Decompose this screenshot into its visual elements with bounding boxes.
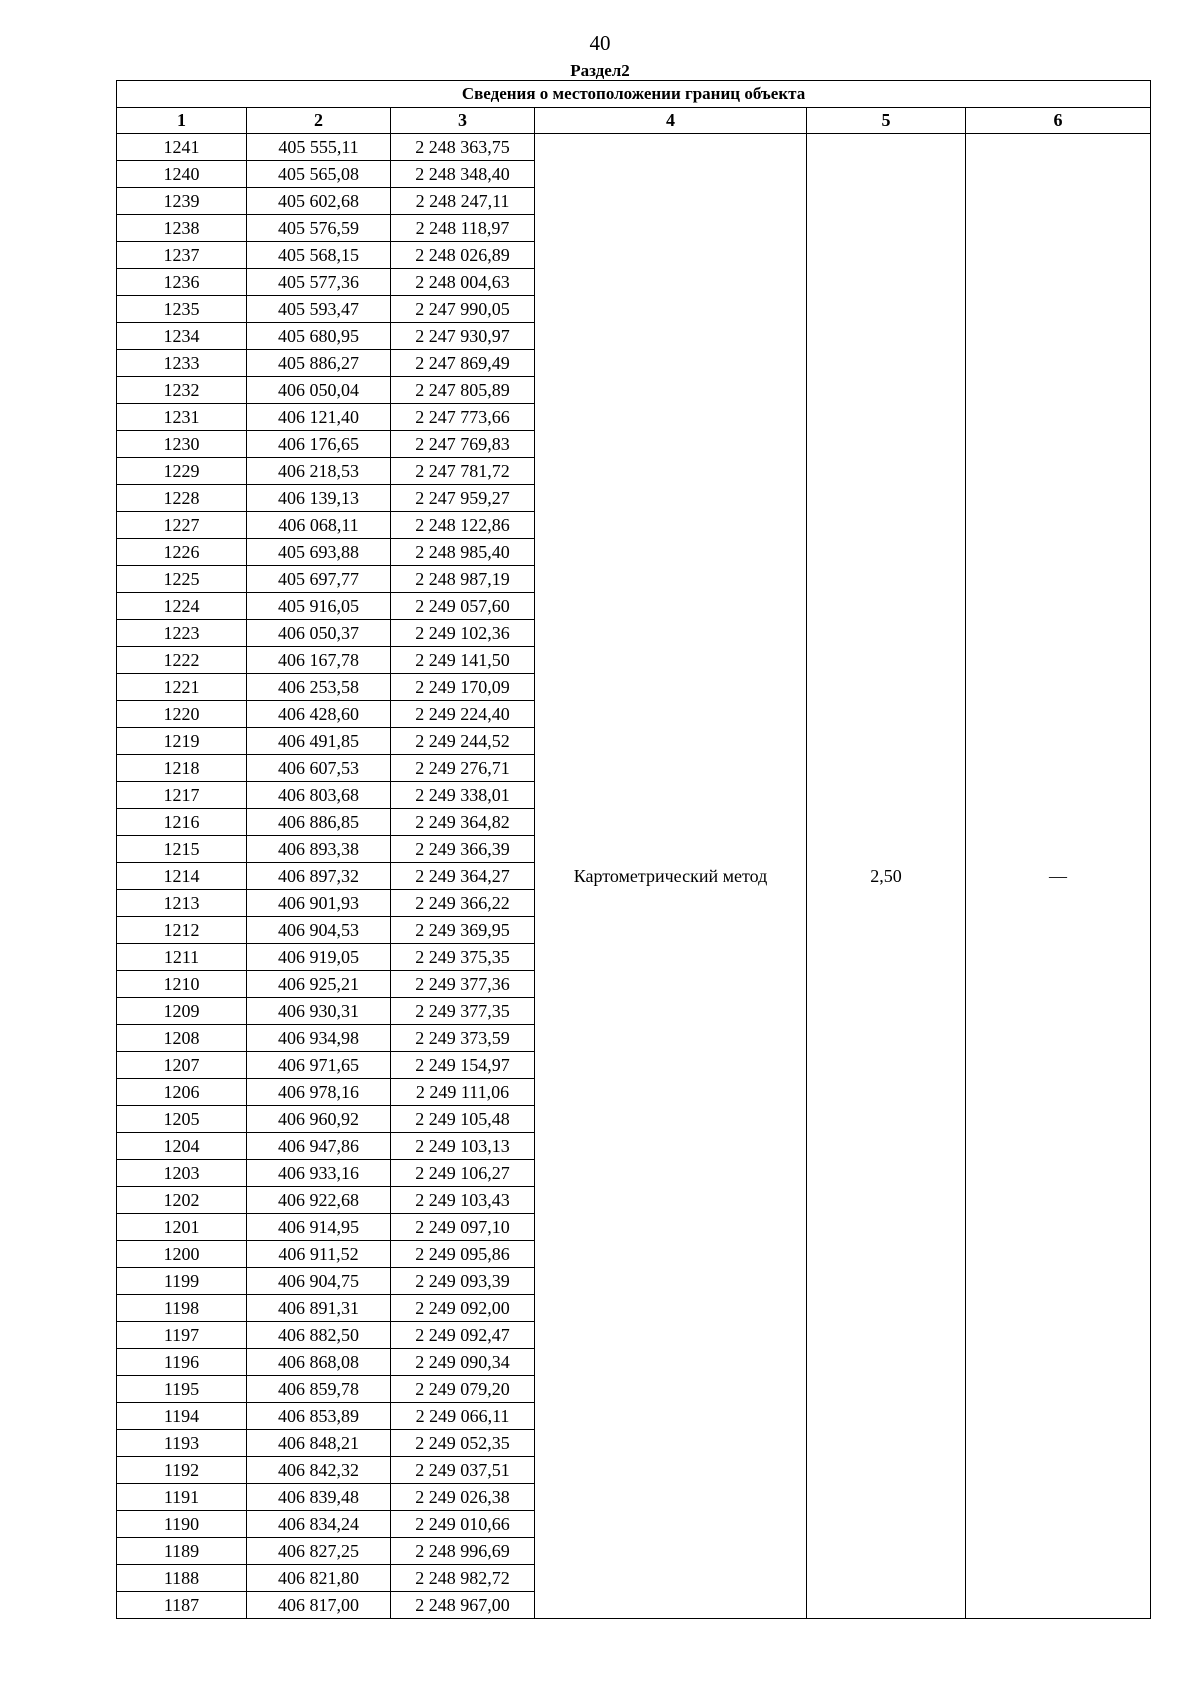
- y-coordinate-cell: 2 249 154,97: [391, 1052, 535, 1079]
- point-number-cell: 1189: [117, 1538, 247, 1565]
- point-number-cell: 1228: [117, 485, 247, 512]
- x-coordinate-cell: 406 827,25: [247, 1538, 391, 1565]
- y-coordinate-cell: 2 249 079,20: [391, 1376, 535, 1403]
- x-coordinate-cell: 406 050,04: [247, 377, 391, 404]
- y-coordinate-cell: 2 249 093,39: [391, 1268, 535, 1295]
- column-header-4: 4: [535, 108, 807, 134]
- y-coordinate-cell: 2 249 092,47: [391, 1322, 535, 1349]
- table-header-row: [117, 108, 1151, 134]
- point-number-cell: 1233: [117, 350, 247, 377]
- x-coordinate-cell: 405 693,88: [247, 539, 391, 566]
- y-coordinate-cell: 2 249 373,59: [391, 1025, 535, 1052]
- point-number-cell: 1225: [117, 566, 247, 593]
- y-coordinate-cell: 2 249 170,09: [391, 674, 535, 701]
- x-coordinate-cell: 406 068,11: [247, 512, 391, 539]
- x-coordinate-cell: 405 577,36: [247, 269, 391, 296]
- y-coordinate-cell: 2 248 247,11: [391, 188, 535, 215]
- point-number-cell: 1195: [117, 1376, 247, 1403]
- x-coordinate-cell: 406 218,53: [247, 458, 391, 485]
- point-number-cell: 1213: [117, 890, 247, 917]
- point-number-cell: 1240: [117, 161, 247, 188]
- y-coordinate-cell: 2 248 122,86: [391, 512, 535, 539]
- y-coordinate-cell: 2 249 103,43: [391, 1187, 535, 1214]
- x-coordinate-cell: 405 568,15: [247, 242, 391, 269]
- table-caption: Сведения о местоположении границ объекта: [117, 81, 1151, 108]
- x-coordinate-cell: 406 922,68: [247, 1187, 391, 1214]
- x-coordinate-cell: 405 697,77: [247, 566, 391, 593]
- y-coordinate-cell: 2 249 366,22: [391, 890, 535, 917]
- y-coordinate-cell: 2 249 090,34: [391, 1349, 535, 1376]
- section-title: Раздел2: [570, 61, 630, 80]
- point-number-cell: 1219: [117, 728, 247, 755]
- point-number-cell: 1206: [117, 1079, 247, 1106]
- y-coordinate-cell: 2 247 781,72: [391, 458, 535, 485]
- x-coordinate-cell: 406 901,93: [247, 890, 391, 917]
- point-number-cell: 1199: [117, 1268, 247, 1295]
- x-coordinate-cell: 406 839,48: [247, 1484, 391, 1511]
- y-coordinate-cell: 2 249 366,39: [391, 836, 535, 863]
- point-number-cell: 1193: [117, 1430, 247, 1457]
- point-number-cell: 1215: [117, 836, 247, 863]
- y-coordinate-cell: 2 249 106,27: [391, 1160, 535, 1187]
- x-coordinate-cell: 406 121,40: [247, 404, 391, 431]
- point-number-cell: 1239: [117, 188, 247, 215]
- accuracy-cell: 2,50: [807, 134, 966, 1619]
- point-number-cell: 1221: [117, 674, 247, 701]
- y-coordinate-cell: 2 249 010,66: [391, 1511, 535, 1538]
- y-coordinate-cell: 2 249 364,82: [391, 809, 535, 836]
- x-coordinate-cell: 406 934,98: [247, 1025, 391, 1052]
- x-coordinate-cell: 406 947,86: [247, 1133, 391, 1160]
- column-6-cell: —: [966, 134, 1151, 1619]
- x-coordinate-cell: 406 914,95: [247, 1214, 391, 1241]
- point-number-cell: 1216: [117, 809, 247, 836]
- y-coordinate-cell: 2 249 224,40: [391, 701, 535, 728]
- x-coordinate-cell: 405 593,47: [247, 296, 391, 323]
- point-number-cell: 1235: [117, 296, 247, 323]
- y-coordinate-cell: 2 249 052,35: [391, 1430, 535, 1457]
- x-coordinate-cell: 406 886,85: [247, 809, 391, 836]
- x-coordinate-cell: 405 565,08: [247, 161, 391, 188]
- x-coordinate-cell: 406 607,53: [247, 755, 391, 782]
- point-number-cell: 1207: [117, 1052, 247, 1079]
- point-number-cell: 1211: [117, 944, 247, 971]
- boundary-coordinates-table: [116, 80, 1151, 1619]
- y-coordinate-cell: 2 248 348,40: [391, 161, 535, 188]
- x-coordinate-cell: 406 859,78: [247, 1376, 391, 1403]
- x-coordinate-cell: 406 848,21: [247, 1430, 391, 1457]
- x-coordinate-cell: 406 842,32: [247, 1457, 391, 1484]
- point-number-cell: 1194: [117, 1403, 247, 1430]
- x-coordinate-cell: 405 555,11: [247, 134, 391, 161]
- y-coordinate-cell: 2 248 985,40: [391, 539, 535, 566]
- y-coordinate-cell: 2 249 375,35: [391, 944, 535, 971]
- y-coordinate-cell: 2 247 773,66: [391, 404, 535, 431]
- point-number-cell: 1201: [117, 1214, 247, 1241]
- x-coordinate-cell: 406 925,21: [247, 971, 391, 998]
- point-number-cell: 1200: [117, 1241, 247, 1268]
- x-coordinate-cell: 405 886,27: [247, 350, 391, 377]
- point-number-cell: 1231: [117, 404, 247, 431]
- point-number-cell: 1234: [117, 323, 247, 350]
- x-coordinate-cell: 406 891,31: [247, 1295, 391, 1322]
- table-row: [117, 134, 1151, 161]
- x-coordinate-cell: 406 834,24: [247, 1511, 391, 1538]
- point-number-cell: 1232: [117, 377, 247, 404]
- point-number-cell: 1202: [117, 1187, 247, 1214]
- y-coordinate-cell: 2 249 276,71: [391, 755, 535, 782]
- x-coordinate-cell: 406 930,31: [247, 998, 391, 1025]
- y-coordinate-cell: 2 249 103,13: [391, 1133, 535, 1160]
- point-number-cell: 1208: [117, 1025, 247, 1052]
- x-coordinate-cell: 406 960,92: [247, 1106, 391, 1133]
- method-cell: Картометрический метод: [535, 134, 807, 1619]
- y-coordinate-cell: 2 249 369,95: [391, 917, 535, 944]
- y-coordinate-cell: 2 248 996,69: [391, 1538, 535, 1565]
- y-coordinate-cell: 2 247 959,27: [391, 485, 535, 512]
- point-number-cell: 1223: [117, 620, 247, 647]
- point-number-cell: 1196: [117, 1349, 247, 1376]
- x-coordinate-cell: 406 919,05: [247, 944, 391, 971]
- point-number-cell: 1209: [117, 998, 247, 1025]
- point-number-cell: 1210: [117, 971, 247, 998]
- y-coordinate-cell: 2 248 363,75: [391, 134, 535, 161]
- y-coordinate-cell: 2 248 004,63: [391, 269, 535, 296]
- x-coordinate-cell: 406 050,37: [247, 620, 391, 647]
- y-coordinate-cell: 2 249 026,38: [391, 1484, 535, 1511]
- y-coordinate-cell: 2 248 987,19: [391, 566, 535, 593]
- column-header-1: 1: [117, 108, 247, 134]
- point-number-cell: 1212: [117, 917, 247, 944]
- y-coordinate-cell: 2 249 095,86: [391, 1241, 535, 1268]
- y-coordinate-cell: 2 248 982,72: [391, 1565, 535, 1592]
- x-coordinate-cell: 405 576,59: [247, 215, 391, 242]
- point-number-cell: 1198: [117, 1295, 247, 1322]
- point-number-cell: 1230: [117, 431, 247, 458]
- point-number-cell: 1241: [117, 134, 247, 161]
- y-coordinate-cell: 2 247 805,89: [391, 377, 535, 404]
- y-coordinate-cell: 2 247 990,05: [391, 296, 535, 323]
- x-coordinate-cell: 406 821,80: [247, 1565, 391, 1592]
- point-number-cell: 1227: [117, 512, 247, 539]
- y-coordinate-cell: 2 249 111,06: [391, 1079, 535, 1106]
- point-number-cell: 1238: [117, 215, 247, 242]
- y-coordinate-cell: 2 249 066,11: [391, 1403, 535, 1430]
- point-number-cell: 1204: [117, 1133, 247, 1160]
- table-body: [117, 134, 1151, 1619]
- y-coordinate-cell: 2 249 338,01: [391, 782, 535, 809]
- y-coordinate-cell: 2 249 102,36: [391, 620, 535, 647]
- y-coordinate-cell: 2 249 092,00: [391, 1295, 535, 1322]
- y-coordinate-cell: 2 249 105,48: [391, 1106, 535, 1133]
- x-coordinate-cell: 406 803,68: [247, 782, 391, 809]
- point-number-cell: 1229: [117, 458, 247, 485]
- x-coordinate-cell: 406 882,50: [247, 1322, 391, 1349]
- point-number-cell: 1192: [117, 1457, 247, 1484]
- point-number-cell: 1197: [117, 1322, 247, 1349]
- point-number-cell: 1226: [117, 539, 247, 566]
- x-coordinate-cell: 406 904,53: [247, 917, 391, 944]
- point-number-cell: 1217: [117, 782, 247, 809]
- column-header-2: 2: [247, 108, 391, 134]
- x-coordinate-cell: 406 139,13: [247, 485, 391, 512]
- x-coordinate-cell: 406 897,32: [247, 863, 391, 890]
- point-number-cell: 1203: [117, 1160, 247, 1187]
- y-coordinate-cell: 2 249 057,60: [391, 593, 535, 620]
- y-coordinate-cell: 2 249 377,36: [391, 971, 535, 998]
- y-coordinate-cell: 2 248 967,00: [391, 1592, 535, 1619]
- y-coordinate-cell: 2 249 377,35: [391, 998, 535, 1025]
- point-number-cell: 1187: [117, 1592, 247, 1619]
- y-coordinate-cell: 2 247 930,97: [391, 323, 535, 350]
- x-coordinate-cell: 406 868,08: [247, 1349, 391, 1376]
- x-coordinate-cell: 406 978,16: [247, 1079, 391, 1106]
- point-number-cell: 1236: [117, 269, 247, 296]
- x-coordinate-cell: 406 176,65: [247, 431, 391, 458]
- x-coordinate-cell: 406 971,65: [247, 1052, 391, 1079]
- x-coordinate-cell: 406 253,58: [247, 674, 391, 701]
- point-number-cell: 1190: [117, 1511, 247, 1538]
- x-coordinate-cell: 406 817,00: [247, 1592, 391, 1619]
- x-coordinate-cell: 405 602,68: [247, 188, 391, 215]
- point-number-cell: 1191: [117, 1484, 247, 1511]
- y-coordinate-cell: 2 247 869,49: [391, 350, 535, 377]
- point-number-cell: 1188: [117, 1565, 247, 1592]
- x-coordinate-cell: 406 491,85: [247, 728, 391, 755]
- point-number-cell: 1205: [117, 1106, 247, 1133]
- x-coordinate-cell: 406 167,78: [247, 647, 391, 674]
- y-coordinate-cell: 2 249 097,10: [391, 1214, 535, 1241]
- x-coordinate-cell: 406 911,52: [247, 1241, 391, 1268]
- table-caption-row: [117, 81, 1151, 108]
- column-header-6: 6: [966, 108, 1151, 134]
- y-coordinate-cell: 2 249 244,52: [391, 728, 535, 755]
- y-coordinate-cell: 2 247 769,83: [391, 431, 535, 458]
- point-number-cell: 1218: [117, 755, 247, 782]
- point-number-cell: 1224: [117, 593, 247, 620]
- page-number: 40: [589, 31, 611, 55]
- y-coordinate-cell: 2 248 118,97: [391, 215, 535, 242]
- y-coordinate-cell: 2 248 026,89: [391, 242, 535, 269]
- point-number-cell: 1237: [117, 242, 247, 269]
- x-coordinate-cell: 405 680,95: [247, 323, 391, 350]
- x-coordinate-cell: 406 428,60: [247, 701, 391, 728]
- y-coordinate-cell: 2 249 037,51: [391, 1457, 535, 1484]
- x-coordinate-cell: 406 904,75: [247, 1268, 391, 1295]
- column-header-3: 3: [391, 108, 535, 134]
- y-coordinate-cell: 2 249 364,27: [391, 863, 535, 890]
- y-coordinate-cell: 2 249 141,50: [391, 647, 535, 674]
- x-coordinate-cell: 406 893,38: [247, 836, 391, 863]
- x-coordinate-cell: 405 916,05: [247, 593, 391, 620]
- point-number-cell: 1214: [117, 863, 247, 890]
- column-header-5: 5: [807, 108, 966, 134]
- point-number-cell: 1222: [117, 647, 247, 674]
- point-number-cell: 1220: [117, 701, 247, 728]
- x-coordinate-cell: 406 933,16: [247, 1160, 391, 1187]
- x-coordinate-cell: 406 853,89: [247, 1403, 391, 1430]
